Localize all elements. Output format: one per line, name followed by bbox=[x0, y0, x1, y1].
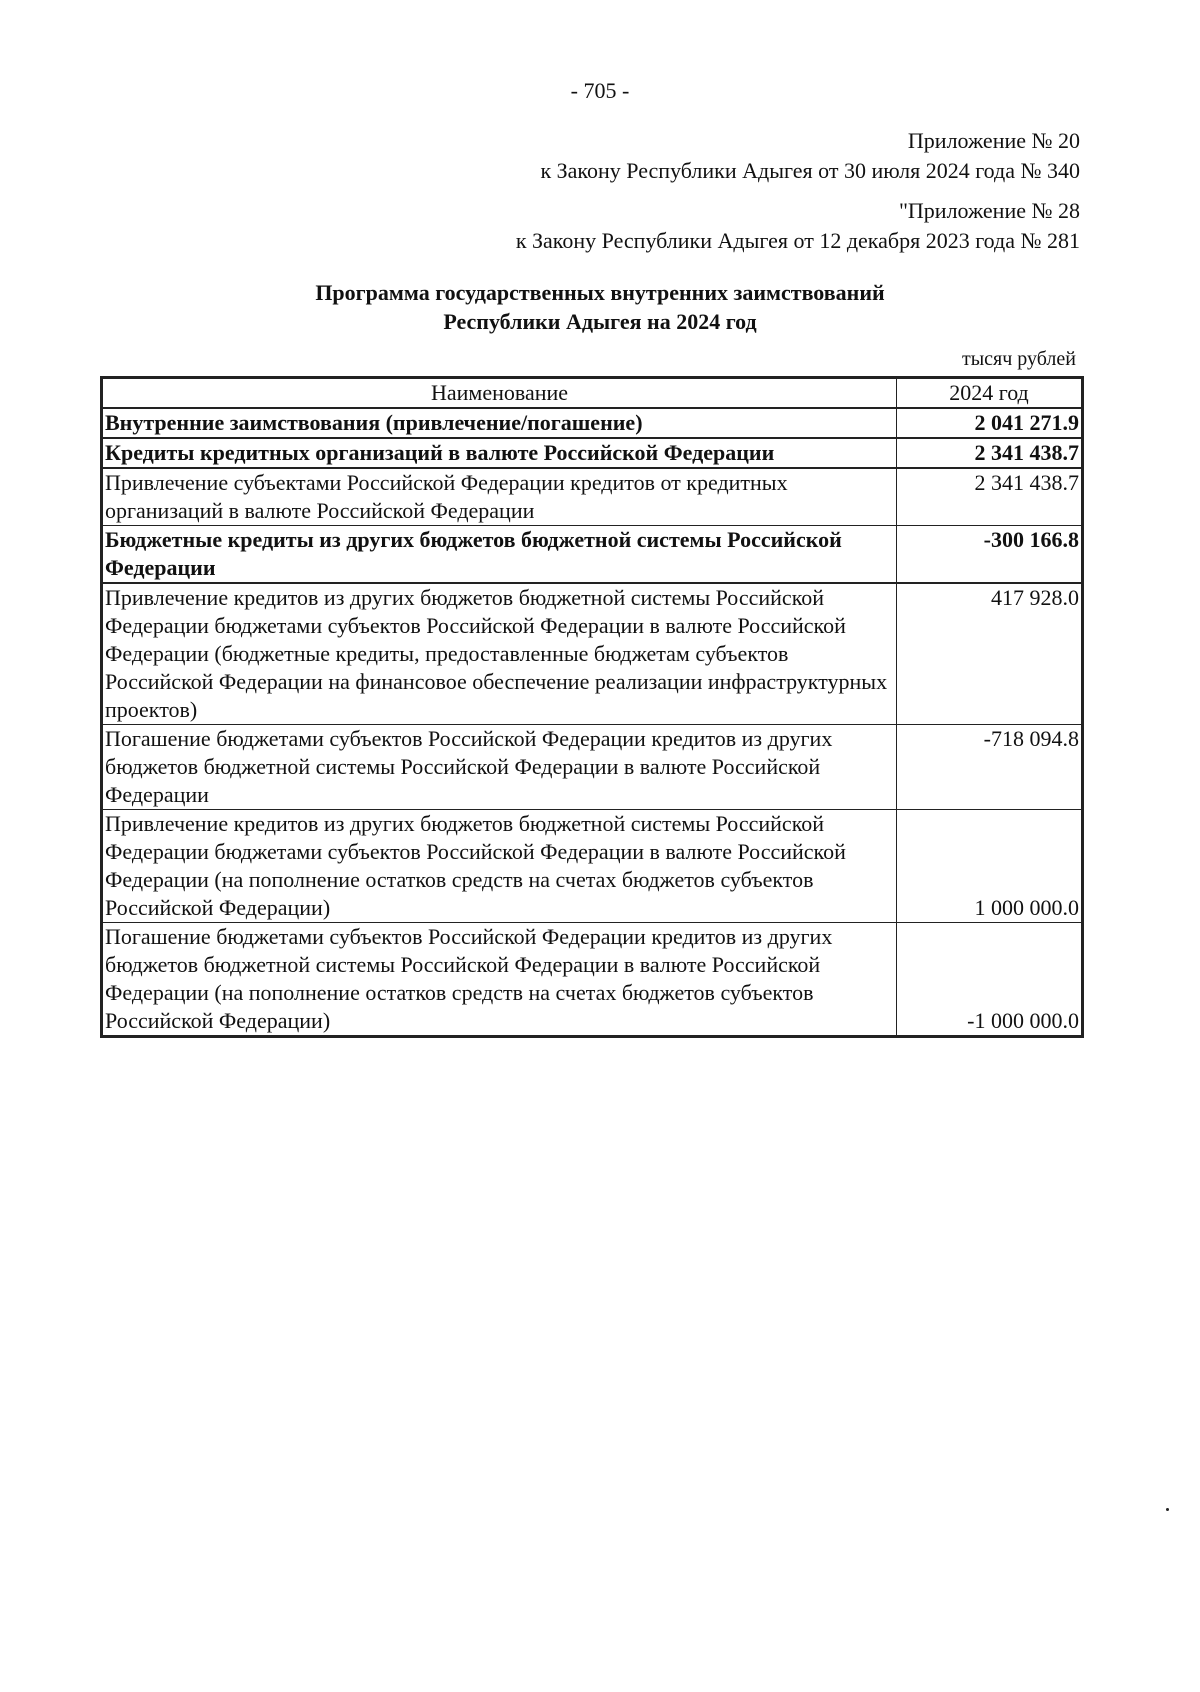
table-row bbox=[102, 408, 1083, 438]
row-value: 417 928.0 bbox=[897, 583, 1083, 725]
row-name: Бюджетные кредиты из других бюджетов бюджетной системы Российской Федерации bbox=[102, 526, 897, 584]
row-name: Привлечение субъектами Российской Федерации кредитов от кредитных организаций в валюте Российской Федерации bbox=[102, 468, 897, 526]
table-row bbox=[102, 438, 1083, 468]
attachment-current-title: Приложение № 20 bbox=[907, 128, 1080, 153]
row-value: 2 341 438.7 bbox=[897, 438, 1083, 468]
attachment-previous-title: "Приложение № 28 bbox=[898, 198, 1080, 223]
scan-speck bbox=[1166, 1508, 1169, 1511]
header-name: Наименование bbox=[102, 378, 897, 409]
row-value: -300 166.8 bbox=[897, 526, 1083, 584]
row-value: 1 000 000.0 bbox=[897, 810, 1083, 923]
table-row bbox=[102, 468, 1083, 526]
row-value: -1 000 000.0 bbox=[897, 923, 1083, 1037]
borrowings-table bbox=[100, 376, 1084, 1038]
table-row bbox=[102, 526, 1083, 584]
attachment-previous-law: к Закону Республики Адыгея от 12 декабря 2023 года № 281 bbox=[515, 228, 1080, 253]
header-year: 2024 год bbox=[897, 378, 1083, 409]
attachment-current bbox=[540, 126, 1080, 186]
row-name: Внутренние заимствования (привлечение/погашение) bbox=[102, 408, 897, 438]
row-name: Погашение бюджетами субъектов Российской Федерации кредитов из других бюджетов бюджетной системы Российской Федерации в валюте Российской Федерации bbox=[102, 725, 897, 810]
row-value: 2 041 271.9 bbox=[897, 408, 1083, 438]
attachment-current-law: к Закону Республики Адыгея от 30 июля 2024 года № 340 bbox=[540, 158, 1080, 183]
page-number: - 705 - bbox=[570, 78, 630, 103]
table-row bbox=[102, 725, 1083, 810]
table-row bbox=[102, 583, 1083, 725]
row-value: -718 094.8 bbox=[897, 725, 1083, 810]
table-row bbox=[102, 810, 1083, 923]
row-name: Кредиты кредитных организаций в валюте Российской Федерации bbox=[102, 438, 897, 468]
row-name: Привлечение кредитов из других бюджетов бюджетной системы Российской Федерации бюджетами субъектов Российской Федерации в валюте Российской Федерации (бюджетные кредиты, предоставленные бюджетам субъектов Российской Федерации на финансовое обеспечение реализации инфраструктурных проектов) bbox=[102, 583, 897, 725]
row-value: 2 341 438.7 bbox=[897, 468, 1083, 526]
row-name: Погашение бюджетами субъектов Российской Федерации кредитов из других бюджетов бюджетной системы Российской Федерации в валюте Российской Федерации (на пополнение остатков средств на счетах бюджетов субъектов Российской Федерации) bbox=[102, 923, 897, 1037]
attachment-previous bbox=[516, 196, 1080, 256]
row-name: Привлечение кредитов из других бюджетов бюджетной системы Российской Федерации бюджетами субъектов Российской Федерации в валюте Российской Федерации (на пополнение остатков средств на счетах бюджетов субъектов Российской Федерации) bbox=[102, 810, 897, 923]
table-header-row bbox=[102, 378, 1083, 409]
table-row bbox=[102, 923, 1083, 1037]
document-title bbox=[0, 278, 1200, 336]
document-title-line-2: Республики Адыгея на 2024 год bbox=[443, 309, 757, 334]
units-label: тысяч рублей bbox=[961, 348, 1076, 370]
document-title-line-1: Программа государственных внутренних заимствований bbox=[315, 280, 885, 305]
